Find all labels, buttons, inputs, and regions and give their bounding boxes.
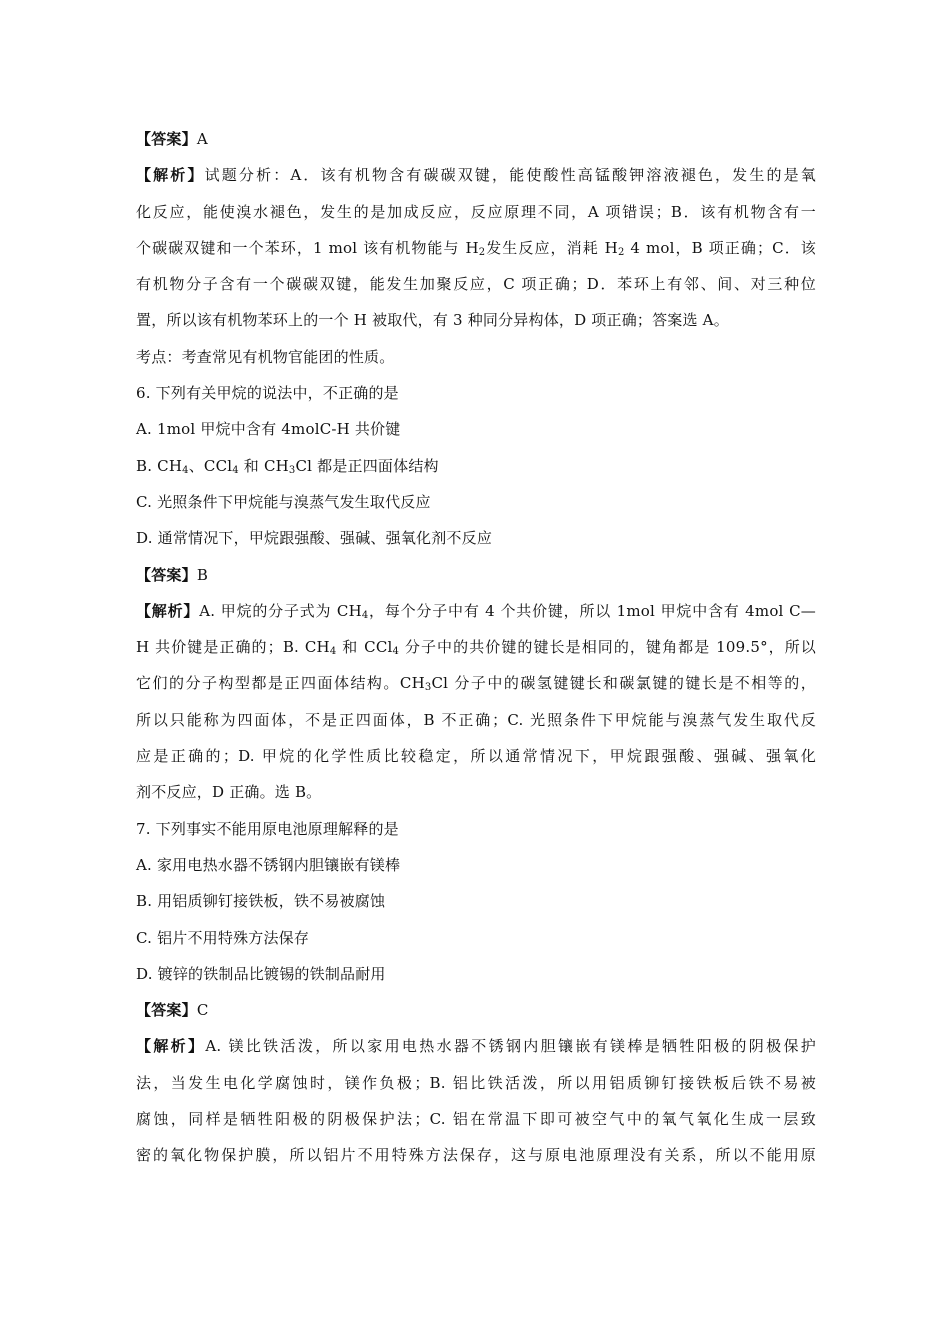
- analysis-line: 剂不反应，D 正确。选 B。: [136, 783, 322, 802]
- analysis-line: 法，当发生电化学腐蚀时，镁作负极；B. 铝比铁活泼，所以用铝质铆钉接铁板后铁不易被: [136, 1073, 816, 1092]
- analysis-line: [136, 1028, 816, 1064]
- question-7-option-d: D. 镀锌的铁制品比镀锡的铁制品耐用: [136, 964, 386, 983]
- subscript: 4: [392, 646, 400, 658]
- analysis-line: [136, 230, 816, 266]
- question-7-stem: 7. 下列事实不能用原电池原理解释的是: [136, 819, 399, 838]
- subscript: 4: [329, 646, 337, 658]
- text-run: 个碳碳双键和一个苯环，1 mol 该有机物能与 H: [136, 238, 479, 257]
- document-body: [136, 121, 816, 1174]
- answer-line-7: [136, 992, 816, 1028]
- answer-label: 【答案】: [136, 130, 197, 148]
- text-run: 发生反应，消耗 H: [485, 238, 618, 257]
- analysis-line: 应是正确的；D. 甲烷的化学性质比较稳定，所以通常情况下，甲烷跟强酸、强碱、强氧化: [136, 747, 816, 766]
- text-run: ，每个分子中有 4 个共价键，所以 1mol 甲烷中含有 4mol C—: [368, 601, 816, 620]
- answer-label: 【答案】: [136, 565, 197, 584]
- subscript: 3: [288, 464, 296, 476]
- question-6-stem: 6. 下列有关甲烷的说法中，不正确的是: [136, 384, 399, 403]
- subscript: 2: [617, 246, 625, 258]
- analysis-text: 试题分析：A．该有机物含有碳碳双键，能使酸性高锰酸钾溶液褪色，发生的是氧: [204, 166, 816, 185]
- question-7-option-c: C. 铝片不用特殊方法保存: [136, 928, 310, 947]
- analysis-label: 【解析】: [136, 1037, 206, 1056]
- analysis-line: [136, 629, 816, 665]
- question-6-option-d: D. 通常情况下，甲烷跟强酸、强碱、强氧化剂不反应: [136, 529, 493, 548]
- text-run: A. 甲烷的分子式为 CH: [199, 601, 362, 620]
- analysis-line: 密的氧化物保护膜，所以铝片不用特殊方法保存，这与原电池原理没有关系，所以不能用原: [136, 1146, 816, 1165]
- subscript: 4: [232, 464, 239, 476]
- text-run: 它们的分子构型都是正四面体结构。CH: [136, 674, 425, 693]
- analysis-line: [136, 157, 816, 193]
- analysis-label: 【解析】: [136, 601, 200, 620]
- analysis-line: [136, 593, 816, 629]
- subscript: 4: [361, 609, 369, 621]
- subscript: 3: [424, 682, 432, 694]
- text-run: 、CCl: [188, 456, 233, 475]
- analysis-line: [136, 665, 816, 701]
- answer-line-5: [136, 121, 816, 157]
- text-run: A. 镁比铁活泼，所以家用电热水器不锈钢内胆镶嵌有镁棒是牺牲阳极的阴极保护: [205, 1037, 816, 1056]
- text-run: 4 mol，B 项正确；C．该: [624, 238, 816, 257]
- analysis-label: 【解析】: [136, 166, 205, 185]
- question-6-option-a: A. 1mol 甲烷中含有 4molC-H 共价键: [136, 420, 401, 439]
- text-run: Cl 都是正四面体结构: [295, 456, 439, 475]
- analysis-line: 置，所以该有机物苯环上的一个 H 被取代，有 3 种同分异构体，D 项正确；答案选 A。: [136, 311, 729, 330]
- analysis-line: 有机物分子含有一个碳碳双键，能发生加聚反应，C 项正确；D．苯环上有邻、间、对三种位: [136, 275, 816, 294]
- text-run: 分子中的共价键的键长是相同的，键角都是 109.5°，所以: [399, 638, 816, 657]
- answer-line-6: [136, 557, 816, 593]
- answer-value: B: [196, 565, 209, 584]
- analysis-line: 所以只能称为四面体，不是正四面体，B 不正确；C. 光照条件下甲烷能与溴蒸气发生取代反: [136, 710, 816, 729]
- subscript: 2: [478, 246, 486, 258]
- text-run: 和 CH: [238, 456, 289, 475]
- question-6-option-c: C. 光照条件下甲烷能与溴蒸气发生取代反应: [136, 492, 431, 511]
- text-run: H 共价键是正确的；B. CH: [136, 638, 330, 657]
- question-6-option-b: [136, 448, 816, 484]
- question-7-option-b: B. 用铝质铆钉接铁板，铁不易被腐蚀: [136, 892, 386, 911]
- text-run: Cl 分子中的碳氢键键长和碳氯键的键长是不相等的，: [431, 674, 816, 693]
- answer-value: C: [196, 1001, 209, 1020]
- analysis-line: 腐蚀，同样是牺牲阳极的阴极保护法；C. 铝在常温下即可被空气中的氧气氧化生成一层致: [136, 1110, 816, 1129]
- analysis-line: 化反应，能使溴水褪色，发生的是加成反应，反应原理不同，A 项错误；B．该有机物含有一: [136, 202, 816, 221]
- exam-point-line: 考点：考查常见有机物官能团的性质。: [136, 347, 395, 366]
- text-run: B. CH: [136, 456, 183, 475]
- subscript: 4: [182, 464, 189, 476]
- question-7-option-a: A. 家用电热水器不锈钢内胆镶嵌有镁棒: [136, 855, 401, 874]
- text-run: 和 CCl: [336, 638, 393, 657]
- answer-label: 【答案】: [136, 1001, 197, 1020]
- answer-value: A: [196, 130, 208, 148]
